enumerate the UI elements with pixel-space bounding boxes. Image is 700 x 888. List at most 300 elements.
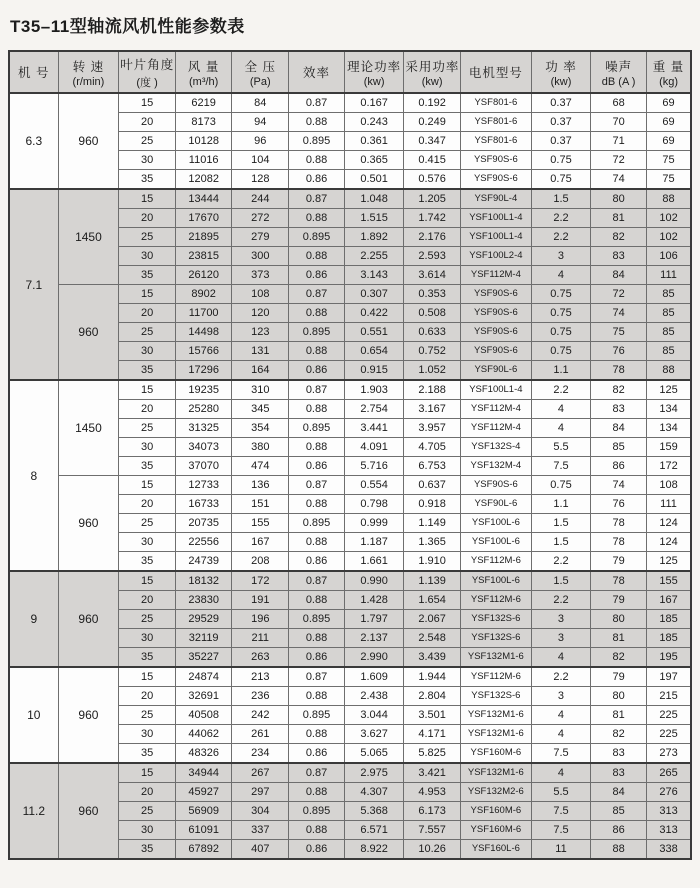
motor-power-cell: 2.2	[531, 380, 590, 400]
pressure-cell: 164	[232, 361, 289, 381]
motor-model-cell: YSF90S-6	[460, 151, 531, 170]
weight-cell: 108	[647, 476, 691, 495]
weight-cell: 85	[647, 285, 691, 304]
motor-power-cell: 3	[531, 247, 590, 266]
adopted-power-cell: 0.353	[404, 285, 461, 304]
table-header	[9, 51, 691, 93]
noise-cell: 88	[591, 840, 647, 860]
weight-cell: 276	[647, 783, 691, 802]
header-label: 电机型号	[468, 66, 523, 80]
theoretical-power-cell: 4.091	[344, 438, 403, 457]
header-label: 全 压	[244, 59, 276, 74]
adopted-power-cell: 0.637	[404, 476, 461, 495]
weight-cell: 338	[647, 840, 691, 860]
noise-cell: 82	[591, 648, 647, 668]
pressure-cell: 96	[232, 132, 289, 151]
noise-cell: 74	[591, 476, 647, 495]
weight-cell: 69	[647, 93, 691, 113]
air-volume-cell: 32119	[175, 629, 232, 648]
motor-model-cell: YSF100L-6	[460, 533, 531, 552]
motor-model-cell: YSF132M1-6	[460, 648, 531, 668]
machine-number-cell: 6.3	[9, 93, 58, 189]
adopted-power-cell: 2.593	[404, 247, 461, 266]
theoretical-power-cell: 0.990	[344, 571, 403, 591]
air-volume-cell: 29529	[175, 610, 232, 629]
adopted-power-cell: 0.415	[404, 151, 461, 170]
header-unit: (m³/h)	[189, 75, 219, 88]
pressure-cell: 128	[232, 170, 289, 190]
noise-cell: 83	[591, 744, 647, 764]
weight-cell: 88	[647, 189, 691, 209]
adopted-power-cell: 2.067	[404, 610, 461, 629]
blade-angle-cell: 30	[119, 821, 176, 840]
speed-cell: 960	[58, 476, 119, 572]
blade-angle-cell: 30	[119, 533, 176, 552]
header-unit: (kw)	[550, 75, 572, 88]
column-header-noise	[591, 51, 647, 93]
theoretical-power-cell: 0.361	[344, 132, 403, 151]
efficiency-cell: 0.88	[289, 591, 345, 610]
pressure-cell: 167	[232, 533, 289, 552]
theoretical-power-cell: 4.307	[344, 783, 403, 802]
adopted-power-cell: 3.167	[404, 400, 461, 419]
adopted-power-cell: 0.752	[404, 342, 461, 361]
weight-cell: 111	[647, 495, 691, 514]
pressure-cell: 236	[232, 687, 289, 706]
noise-cell: 80	[591, 189, 647, 209]
weight-cell: 88	[647, 361, 691, 381]
noise-cell: 81	[591, 209, 647, 228]
weight-cell: 69	[647, 132, 691, 151]
pressure-cell: 155	[232, 514, 289, 533]
weight-cell: 75	[647, 170, 691, 190]
motor-model-cell: YSF112M-4	[460, 419, 531, 438]
motor-model-cell: YSF801-6	[460, 113, 531, 132]
air-volume-cell: 11700	[175, 304, 232, 323]
theoretical-power-cell: 0.798	[344, 495, 403, 514]
noise-cell: 76	[591, 342, 647, 361]
weight-cell: 102	[647, 228, 691, 247]
weight-cell: 124	[647, 533, 691, 552]
blade-angle-cell: 25	[119, 706, 176, 725]
motor-power-cell: 2.2	[531, 228, 590, 247]
noise-cell: 81	[591, 629, 647, 648]
pressure-cell: 345	[232, 400, 289, 419]
blade-angle-cell: 15	[119, 189, 176, 209]
adopted-power-cell: 0.508	[404, 304, 461, 323]
air-volume-cell: 8902	[175, 285, 232, 304]
efficiency-cell: 0.895	[289, 514, 345, 533]
weight-cell: 215	[647, 687, 691, 706]
adopted-power-cell: 1.742	[404, 209, 461, 228]
motor-power-cell: 3	[531, 687, 590, 706]
weight-cell: 197	[647, 667, 691, 687]
pressure-cell: 131	[232, 342, 289, 361]
weight-cell: 124	[647, 514, 691, 533]
blade-angle-cell: 20	[119, 591, 176, 610]
air-volume-cell: 44062	[175, 725, 232, 744]
efficiency-cell: 0.88	[289, 400, 345, 419]
motor-model-cell: YSF801-6	[460, 93, 531, 113]
theoretical-power-cell: 1.609	[344, 667, 403, 687]
weight-cell: 69	[647, 113, 691, 132]
air-volume-cell: 48326	[175, 744, 232, 764]
adopted-power-cell: 3.614	[404, 266, 461, 285]
theoretical-power-cell: 5.065	[344, 744, 403, 764]
pressure-cell: 136	[232, 476, 289, 495]
column-header-theoretical_power	[344, 51, 403, 93]
air-volume-cell: 23815	[175, 247, 232, 266]
air-volume-cell: 21895	[175, 228, 232, 247]
header-label: 噪声	[605, 59, 633, 74]
header-unit: (kw)	[363, 75, 385, 88]
theoretical-power-cell: 6.571	[344, 821, 403, 840]
motor-model-cell: YSF132M1-6	[460, 706, 531, 725]
motor-power-cell: 0.75	[531, 323, 590, 342]
pressure-cell: 310	[232, 380, 289, 400]
table-row	[9, 285, 691, 304]
weight-cell: 75	[647, 151, 691, 170]
blade-angle-cell: 25	[119, 610, 176, 629]
efficiency-cell: 0.88	[289, 209, 345, 228]
noise-cell: 68	[591, 93, 647, 113]
motor-model-cell: YSF90S-6	[460, 342, 531, 361]
motor-power-cell: 0.37	[531, 93, 590, 113]
motor-model-cell: YSF132M2-6	[460, 783, 531, 802]
motor-model-cell: YSF112M-6	[460, 552, 531, 572]
adopted-power-cell: 6.173	[404, 802, 461, 821]
air-volume-cell: 35227	[175, 648, 232, 668]
blade-angle-cell: 25	[119, 514, 176, 533]
weight-cell: 125	[647, 380, 691, 400]
speed-cell: 960	[58, 285, 119, 381]
blade-angle-cell: 15	[119, 763, 176, 783]
noise-cell: 86	[591, 457, 647, 476]
pressure-cell: 337	[232, 821, 289, 840]
air-volume-cell: 14498	[175, 323, 232, 342]
efficiency-cell: 0.88	[289, 113, 345, 132]
pressure-cell: 407	[232, 840, 289, 860]
air-volume-cell: 6219	[175, 93, 232, 113]
adopted-power-cell: 0.192	[404, 93, 461, 113]
pressure-cell: 242	[232, 706, 289, 725]
motor-model-cell: YSF90S-6	[460, 170, 531, 190]
noise-cell: 80	[591, 687, 647, 706]
motor-power-cell: 0.75	[531, 151, 590, 170]
efficiency-cell: 0.86	[289, 552, 345, 572]
noise-cell: 84	[591, 783, 647, 802]
noise-cell: 82	[591, 725, 647, 744]
pressure-cell: 94	[232, 113, 289, 132]
theoretical-power-cell: 0.365	[344, 151, 403, 170]
theoretical-power-cell: 2.975	[344, 763, 403, 783]
noise-cell: 85	[591, 438, 647, 457]
adopted-power-cell: 1.654	[404, 591, 461, 610]
efficiency-cell: 0.895	[289, 228, 345, 247]
weight-cell: 134	[647, 400, 691, 419]
motor-model-cell: YSF90S-6	[460, 323, 531, 342]
pressure-cell: 263	[232, 648, 289, 668]
motor-model-cell: YSF112M-6	[460, 667, 531, 687]
motor-power-cell: 2.2	[531, 667, 590, 687]
adopted-power-cell: 4.953	[404, 783, 461, 802]
air-volume-cell: 34073	[175, 438, 232, 457]
header-unit: (kg)	[659, 75, 679, 88]
efficiency-cell: 0.895	[289, 132, 345, 151]
theoretical-power-cell: 1.515	[344, 209, 403, 228]
theoretical-power-cell: 2.754	[344, 400, 403, 419]
air-volume-cell: 11016	[175, 151, 232, 170]
blade-angle-cell: 30	[119, 725, 176, 744]
efficiency-cell: 0.88	[289, 304, 345, 323]
column-header-motor_power	[531, 51, 590, 93]
weight-cell: 185	[647, 629, 691, 648]
theoretical-power-cell: 0.167	[344, 93, 403, 113]
noise-cell: 83	[591, 763, 647, 783]
fan-spec-table	[8, 50, 692, 860]
air-volume-cell: 17670	[175, 209, 232, 228]
noise-cell: 72	[591, 285, 647, 304]
efficiency-cell: 0.895	[289, 323, 345, 342]
adopted-power-cell: 1.944	[404, 667, 461, 687]
adopted-power-cell: 1.149	[404, 514, 461, 533]
air-volume-cell: 31325	[175, 419, 232, 438]
motor-model-cell: YSF90L-6	[460, 361, 531, 381]
pressure-cell: 261	[232, 725, 289, 744]
speed-cell: 960	[58, 763, 119, 859]
air-volume-cell: 23830	[175, 591, 232, 610]
pressure-cell: 172	[232, 571, 289, 591]
efficiency-cell: 0.895	[289, 610, 345, 629]
blade-angle-cell: 25	[119, 802, 176, 821]
header-unit: (度 )	[136, 76, 158, 89]
theoretical-power-cell: 0.554	[344, 476, 403, 495]
theoretical-power-cell: 5.716	[344, 457, 403, 476]
blade-angle-cell: 20	[119, 113, 176, 132]
pressure-cell: 208	[232, 552, 289, 572]
motor-model-cell: YSF132S-6	[460, 610, 531, 629]
blade-angle-cell: 15	[119, 93, 176, 113]
blade-angle-cell: 15	[119, 380, 176, 400]
efficiency-cell: 0.87	[289, 476, 345, 495]
speed-cell: 960	[58, 93, 119, 189]
pressure-cell: 380	[232, 438, 289, 457]
pressure-cell: 213	[232, 667, 289, 687]
motor-power-cell: 1.1	[531, 495, 590, 514]
motor-power-cell: 4	[531, 419, 590, 438]
weight-cell: 273	[647, 744, 691, 764]
efficiency-cell: 0.87	[289, 667, 345, 687]
pressure-cell: 211	[232, 629, 289, 648]
motor-power-cell: 2.2	[531, 552, 590, 572]
motor-model-cell: YSF100L1-4	[460, 209, 531, 228]
blade-angle-cell: 30	[119, 247, 176, 266]
motor-model-cell: YSF100L-6	[460, 514, 531, 533]
speed-cell: 960	[58, 571, 119, 667]
column-header-weight	[647, 51, 691, 93]
motor-model-cell: YSF112M-6	[460, 591, 531, 610]
header-label: 转 速	[72, 59, 105, 74]
blade-angle-cell: 25	[119, 323, 176, 342]
adopted-power-cell: 10.26	[404, 840, 461, 860]
theoretical-power-cell: 8.922	[344, 840, 403, 860]
weight-cell: 125	[647, 552, 691, 572]
motor-power-cell: 3	[531, 610, 590, 629]
air-volume-cell: 20735	[175, 514, 232, 533]
motor-power-cell: 0.75	[531, 304, 590, 323]
header-row	[9, 51, 691, 93]
efficiency-cell: 0.88	[289, 247, 345, 266]
weight-cell: 111	[647, 266, 691, 285]
adopted-power-cell: 2.176	[404, 228, 461, 247]
efficiency-cell: 0.86	[289, 648, 345, 668]
motor-power-cell: 4	[531, 763, 590, 783]
column-header-speed	[58, 51, 119, 93]
weight-cell: 225	[647, 706, 691, 725]
blade-angle-cell: 30	[119, 438, 176, 457]
theoretical-power-cell: 1.661	[344, 552, 403, 572]
header-label: 机 号	[18, 66, 50, 80]
motor-model-cell: YSF90S-6	[460, 476, 531, 495]
noise-cell: 79	[591, 667, 647, 687]
blade-angle-cell: 15	[119, 571, 176, 591]
theoretical-power-cell: 2.137	[344, 629, 403, 648]
motor-power-cell: 7.5	[531, 802, 590, 821]
blade-angle-cell: 20	[119, 304, 176, 323]
motor-power-cell: 0.75	[531, 285, 590, 304]
efficiency-cell: 0.88	[289, 533, 345, 552]
air-volume-cell: 18132	[175, 571, 232, 591]
air-volume-cell: 26120	[175, 266, 232, 285]
header-unit: (Pa)	[249, 75, 271, 88]
efficiency-cell: 0.88	[289, 151, 345, 170]
page-title: T35–11型轴流风机性能参数表	[10, 17, 245, 36]
efficiency-cell: 0.88	[289, 438, 345, 457]
weight-cell: 172	[647, 457, 691, 476]
motor-power-cell: 0.75	[531, 476, 590, 495]
efficiency-cell: 0.87	[289, 763, 345, 783]
efficiency-cell: 0.88	[289, 725, 345, 744]
header-label: 重 量	[652, 59, 685, 74]
pressure-cell: 120	[232, 304, 289, 323]
weight-cell: 85	[647, 342, 691, 361]
weight-cell: 85	[647, 304, 691, 323]
air-volume-cell: 10128	[175, 132, 232, 151]
pressure-cell: 354	[232, 419, 289, 438]
blade-angle-cell: 20	[119, 783, 176, 802]
air-volume-cell: 45927	[175, 783, 232, 802]
air-volume-cell: 32691	[175, 687, 232, 706]
efficiency-cell: 0.87	[289, 189, 345, 209]
efficiency-cell: 0.88	[289, 821, 345, 840]
pressure-cell: 244	[232, 189, 289, 209]
motor-model-cell: YSF132S-4	[460, 438, 531, 457]
adopted-power-cell: 1.052	[404, 361, 461, 381]
column-header-machine_no	[9, 51, 58, 93]
header-label: 风 量	[187, 59, 220, 74]
weight-cell: 265	[647, 763, 691, 783]
blade-angle-cell: 30	[119, 629, 176, 648]
adopted-power-cell: 2.188	[404, 380, 461, 400]
blade-angle-cell: 35	[119, 744, 176, 764]
table-row	[9, 189, 691, 209]
theoretical-power-cell: 0.422	[344, 304, 403, 323]
motor-power-cell: 4	[531, 648, 590, 668]
efficiency-cell: 0.86	[289, 457, 345, 476]
pressure-cell: 108	[232, 285, 289, 304]
air-volume-cell: 34944	[175, 763, 232, 783]
motor-power-cell: 5.5	[531, 783, 590, 802]
blade-angle-cell: 20	[119, 209, 176, 228]
motor-power-cell: 1.1	[531, 361, 590, 381]
noise-cell: 78	[591, 533, 647, 552]
efficiency-cell: 0.88	[289, 495, 345, 514]
blade-angle-cell: 25	[119, 132, 176, 151]
efficiency-cell: 0.86	[289, 840, 345, 860]
motor-model-cell: YSF801-6	[460, 132, 531, 151]
machine-number-cell: 9	[9, 571, 58, 667]
adopted-power-cell: 2.548	[404, 629, 461, 648]
blade-angle-cell: 35	[119, 361, 176, 381]
motor-model-cell: YSF132S-6	[460, 687, 531, 706]
theoretical-power-cell: 3.143	[344, 266, 403, 285]
theoretical-power-cell: 0.551	[344, 323, 403, 342]
column-header-motor_model	[460, 51, 531, 93]
weight-cell: 155	[647, 571, 691, 591]
table-row	[9, 763, 691, 783]
motor-model-cell: YSF160M-6	[460, 802, 531, 821]
efficiency-cell: 0.88	[289, 629, 345, 648]
header-label: 效率	[303, 66, 331, 80]
efficiency-cell: 0.86	[289, 170, 345, 190]
motor-model-cell: YSF112M-4	[460, 400, 531, 419]
adopted-power-cell: 3.957	[404, 419, 461, 438]
speed-cell: 960	[58, 667, 119, 763]
blade-angle-cell: 15	[119, 667, 176, 687]
header-unit: (kw)	[421, 75, 443, 88]
air-volume-cell: 15766	[175, 342, 232, 361]
efficiency-cell: 0.88	[289, 687, 345, 706]
weight-cell: 85	[647, 323, 691, 342]
weight-cell: 195	[647, 648, 691, 668]
table-row	[9, 667, 691, 687]
header-label: 叶片角度	[120, 57, 175, 72]
pressure-cell: 267	[232, 763, 289, 783]
blade-angle-cell: 30	[119, 342, 176, 361]
efficiency-cell: 0.88	[289, 342, 345, 361]
noise-cell: 71	[591, 132, 647, 151]
motor-power-cell: 1.5	[531, 514, 590, 533]
theoretical-power-cell: 1.428	[344, 591, 403, 610]
speed-cell: 1450	[58, 380, 119, 476]
theoretical-power-cell: 2.990	[344, 648, 403, 668]
noise-cell: 78	[591, 514, 647, 533]
motor-model-cell: YSF100L1-4	[460, 228, 531, 247]
theoretical-power-cell: 3.441	[344, 419, 403, 438]
adopted-power-cell: 5.825	[404, 744, 461, 764]
adopted-power-cell: 1.910	[404, 552, 461, 572]
motor-model-cell: YSF90S-6	[460, 304, 531, 323]
motor-power-cell: 1.5	[531, 189, 590, 209]
blade-angle-cell: 15	[119, 476, 176, 495]
noise-cell: 82	[591, 380, 647, 400]
theoretical-power-cell: 0.915	[344, 361, 403, 381]
adopted-power-cell: 4.705	[404, 438, 461, 457]
air-volume-cell: 40508	[175, 706, 232, 725]
air-volume-cell: 22556	[175, 533, 232, 552]
pressure-cell: 304	[232, 802, 289, 821]
noise-cell: 78	[591, 361, 647, 381]
